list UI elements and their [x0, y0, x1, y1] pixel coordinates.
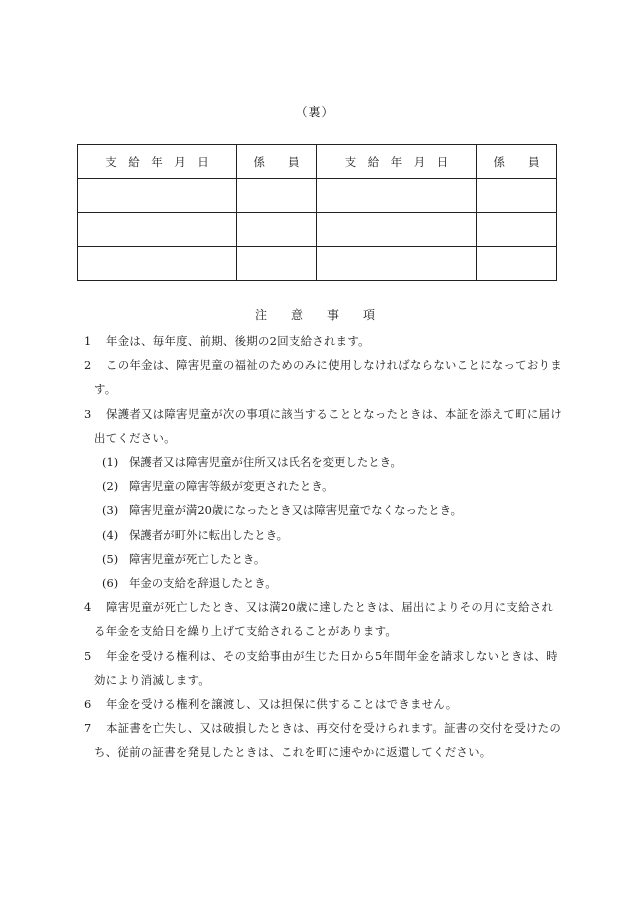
note-item — [84, 716, 564, 764]
note-text: 障害児童が死亡したとき、又は満20歳に達したときは、届出によりその月に支給される年金を支給日を繰り上げて支給されることがあります。 — [94, 600, 554, 639]
sub-item-number: (5) — [102, 551, 119, 566]
sub-item-number: (3) — [102, 503, 119, 518]
note-text: 本証書を亡失し、又は破損したときは、再交付を受けられます。証書の交付を受けたのち、従前の証書を発見したときは、これを町に速やかに返還してください。 — [94, 721, 562, 760]
table-cell — [78, 179, 237, 213]
note-number: 3 — [84, 406, 92, 421]
note-item — [84, 402, 564, 450]
header-staff-2: 係 員 — [477, 145, 557, 179]
note-text: 年金を受ける権利は、その支給事由が生じた日から5年間年金を請求しないときは、時効により消滅します。 — [94, 648, 558, 687]
note-item — [84, 329, 564, 353]
sub-item-number: (4) — [102, 527, 119, 542]
sub-item — [84, 450, 564, 474]
sub-item-text: 保護者が町外に転出したとき。 — [129, 527, 289, 542]
table-cell — [237, 213, 317, 247]
table-cell — [317, 247, 477, 281]
sub-item-text: 保護者又は障害児童が住所又は氏名を変更したとき。 — [129, 455, 402, 470]
note-item — [84, 353, 564, 401]
sub-item — [84, 498, 564, 522]
table-cell — [78, 247, 237, 281]
note-text: 年金は、毎年度、前期、後期の2回支給されます。 — [106, 334, 370, 348]
sub-item — [84, 571, 564, 595]
note-item — [84, 644, 564, 692]
note-number: 2 — [84, 358, 92, 373]
sub-item-text: 障害児童が満20歳になったとき又は障害児童でなくなったとき。 — [129, 503, 462, 518]
table-cell — [78, 213, 237, 247]
table-header-row — [78, 145, 557, 179]
note-number: 4 — [84, 600, 92, 615]
note-text: この年金は、障害児童の福祉のためのみに使用しなければならないことになっております。 — [94, 358, 562, 397]
table-cell — [237, 179, 317, 213]
sub-item-text: 年金の支給を辞退したとき。 — [129, 576, 277, 591]
table-row — [78, 179, 557, 213]
table-row — [78, 247, 557, 281]
notes-heading: 注 意 事 項 — [254, 308, 375, 322]
sub-item-number: (1) — [102, 455, 119, 470]
note-text: 年金を受ける権利を譲渡し、又は担保に供することはできません。 — [106, 697, 458, 712]
sub-item-number: (6) — [102, 576, 119, 591]
notes-list — [84, 329, 564, 765]
note-text: 保護者又は障害児童が次の事項に該当することとなったときは、本証を添えて町に届け出てください。 — [94, 406, 562, 445]
table-cell — [317, 213, 477, 247]
page-title: （裏） — [295, 105, 335, 119]
sub-item-number: (2) — [102, 479, 119, 494]
sub-item — [84, 474, 564, 498]
sub-item — [84, 523, 564, 547]
payment-record-table — [77, 144, 557, 281]
sub-item — [84, 547, 564, 571]
note-item — [84, 692, 564, 716]
note-number: 7 — [84, 721, 92, 736]
sub-item-text: 障害児童の障害等級が変更されたとき。 — [129, 479, 334, 494]
table-cell — [477, 247, 557, 281]
table-cell — [317, 179, 477, 213]
note-number: 6 — [84, 697, 92, 712]
sub-item-text: 障害児童が死亡したとき。 — [129, 551, 266, 566]
table-cell — [237, 247, 317, 281]
table-cell — [477, 179, 557, 213]
header-staff: 係 員 — [237, 145, 317, 179]
header-payment-date-2: 支 給 年 月 日 — [317, 145, 477, 179]
note-item — [84, 595, 564, 643]
table-row — [78, 213, 557, 247]
note-number: 5 — [84, 648, 92, 663]
table-cell — [477, 213, 557, 247]
note-number: 1 — [84, 334, 92, 348]
header-payment-date: 支 給 年 月 日 — [78, 145, 237, 179]
